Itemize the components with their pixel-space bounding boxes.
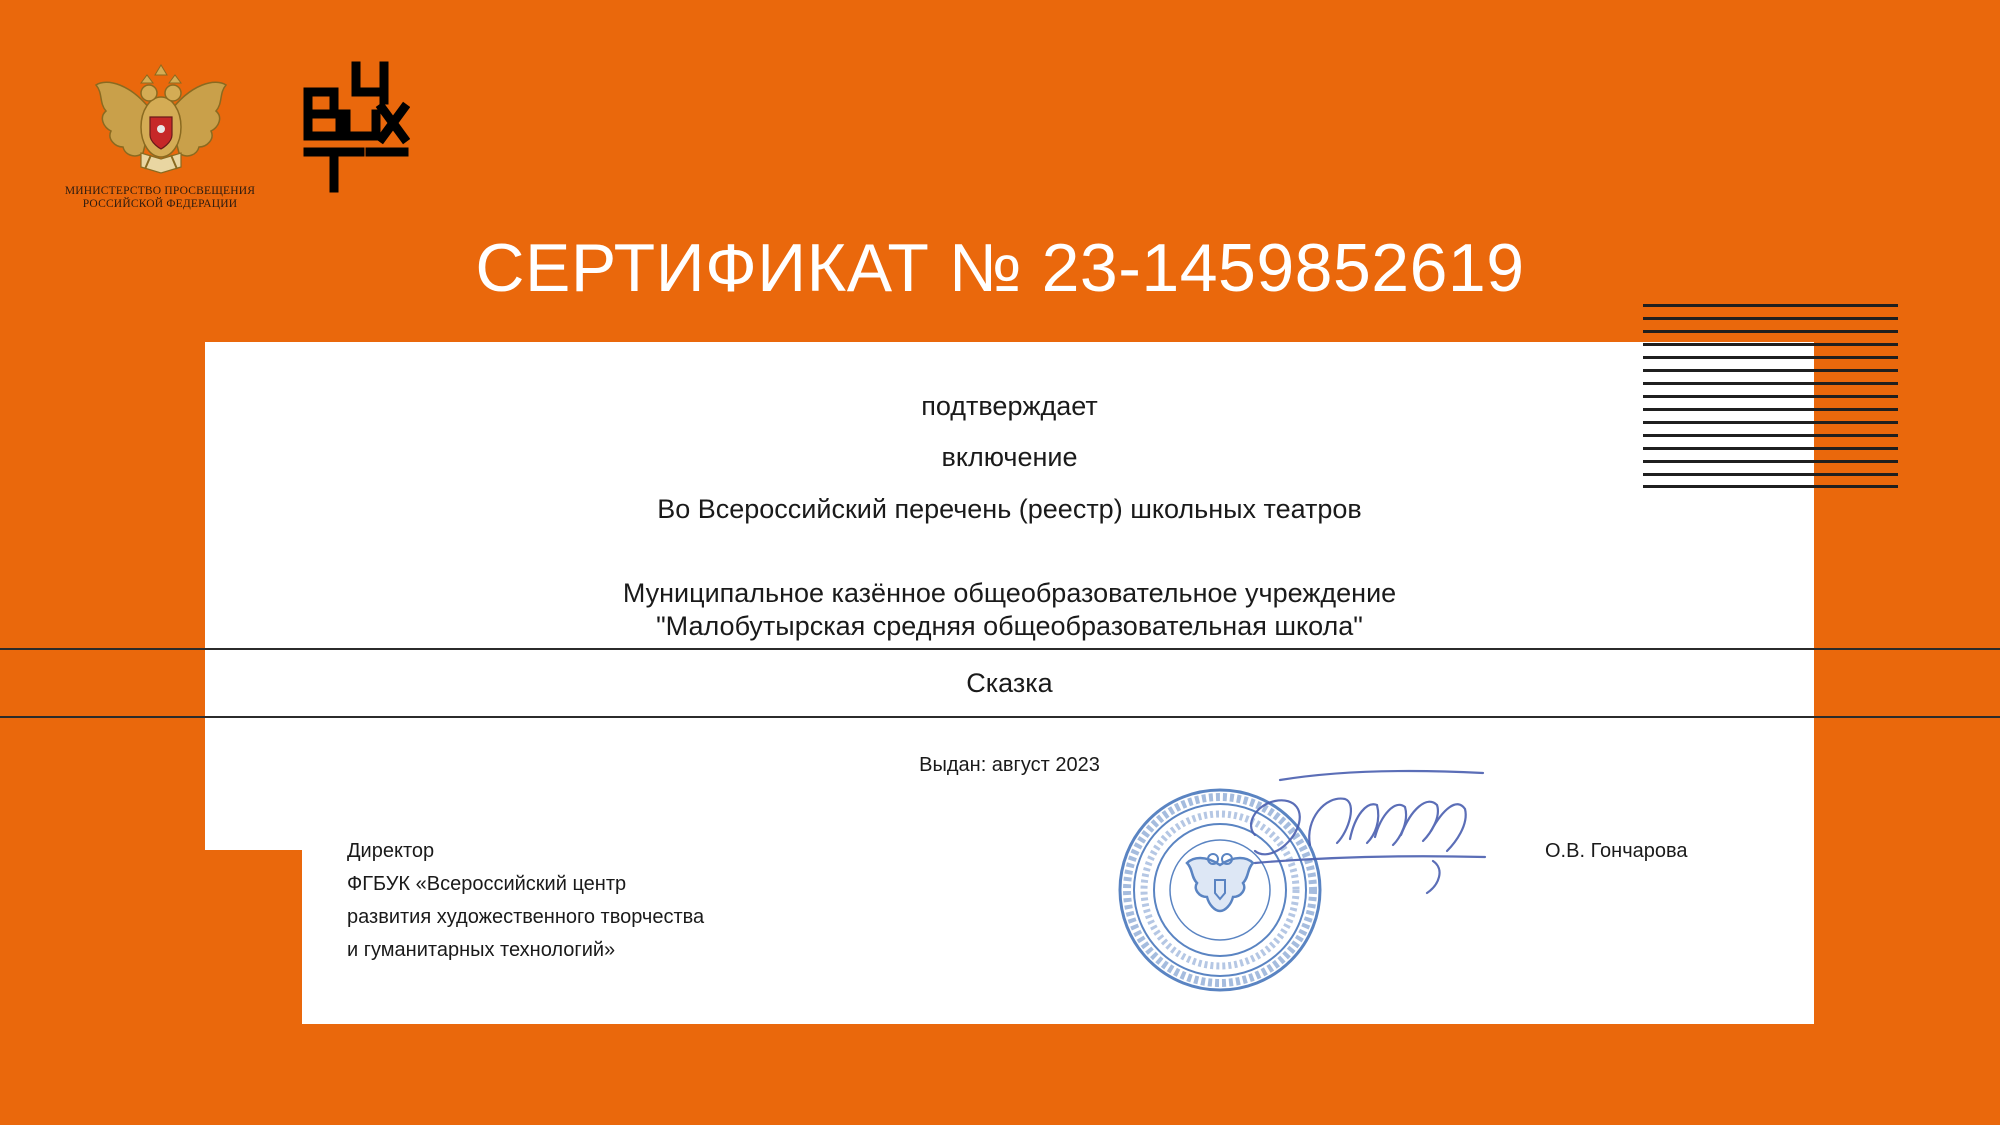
vcht-logo-icon xyxy=(300,58,410,198)
certificate-title: СЕРТИФИКАТ № 23-1459852619 xyxy=(475,230,1525,306)
inclusion-text: включение xyxy=(941,442,1078,472)
official-seal-icon xyxy=(1105,765,1565,1005)
signatory-block xyxy=(347,835,827,967)
organization-type: Муниципальное казённое общеобразовательное учреждение xyxy=(622,578,1397,608)
issue-date: Выдан: август 2023 xyxy=(919,754,1100,776)
ministry-name-line1: МИНИСТЕРСТВО ПРОСВЕЩЕНИЯ xyxy=(64,185,256,197)
organization-name: "Малобутырская средняя общеобразовательная школа" xyxy=(656,611,1363,641)
handwritten-signature-icon xyxy=(1251,771,1485,893)
ministry-name xyxy=(50,185,270,211)
signatory-position: Директор xyxy=(347,840,435,862)
signatory-org-line3: и гуманитарных технологий» xyxy=(347,939,616,961)
registry-text: Во Всероссийский перечень (реестр) школьных театров xyxy=(657,494,1362,524)
signer-name: О.В. Гончарова xyxy=(1545,840,1688,862)
divider-line-top xyxy=(0,648,2000,650)
theatre-name: Сказка xyxy=(966,668,1053,698)
divider-line-bottom xyxy=(0,716,2000,718)
signatory-org-line2: развития художественного творчества xyxy=(347,906,705,928)
ministry-name-line2: РОССИЙСКОЙ ФЕДЕРАЦИИ xyxy=(82,198,238,210)
signatory-org-line1: ФГБУК «Всероссийский центр xyxy=(347,873,627,895)
confirms-text: подтверждает xyxy=(921,391,1098,421)
